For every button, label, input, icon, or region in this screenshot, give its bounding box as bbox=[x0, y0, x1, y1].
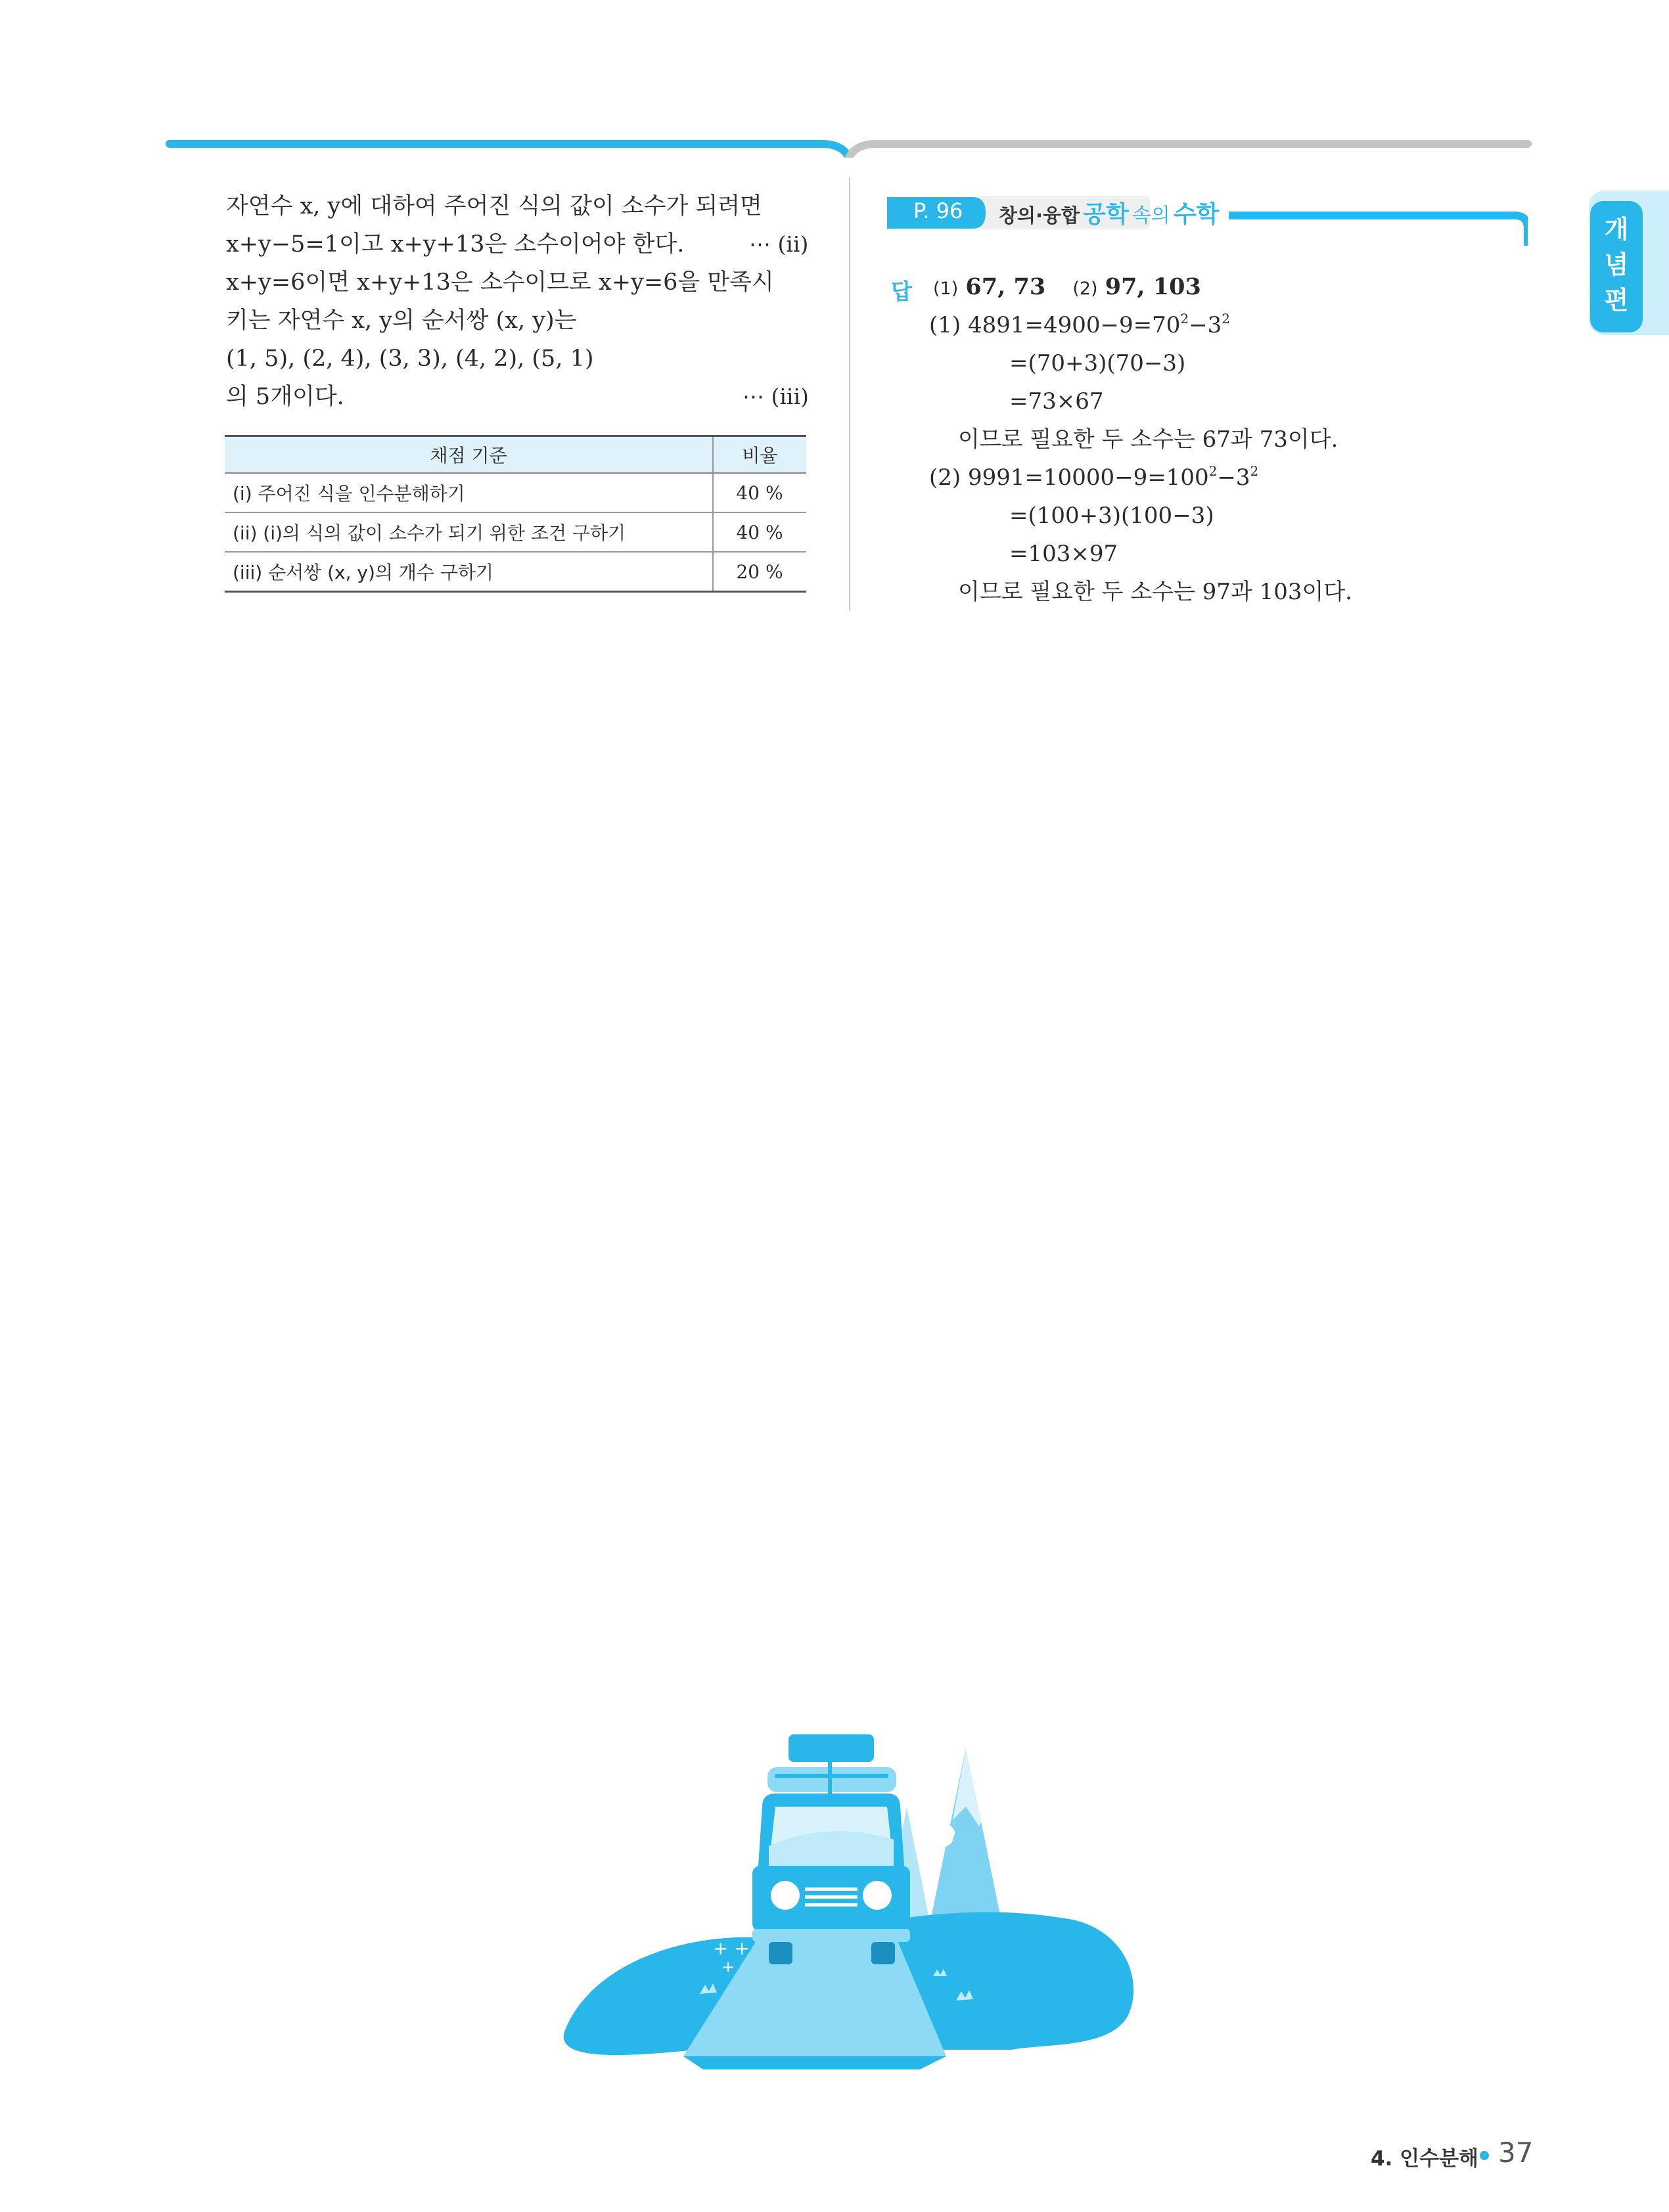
solution-2-line-4: 이므로 필요한 두 소수는 97과 103이다. bbox=[958, 579, 1352, 605]
page-ref-badge: P. 96 bbox=[913, 198, 963, 223]
answer-line bbox=[933, 273, 1201, 300]
section-word-2: 수학 bbox=[1173, 201, 1220, 228]
solution-2-tail: −3 bbox=[1217, 464, 1250, 491]
section-mid: 속의 bbox=[1132, 204, 1170, 227]
side-tab-char: 념 bbox=[1604, 250, 1629, 279]
table-cell-ratio: 20 % bbox=[713, 552, 806, 592]
solution-1-exp-b: 2 bbox=[1222, 311, 1230, 327]
table-row bbox=[225, 512, 806, 552]
solution-2-exp-b: 2 bbox=[1250, 463, 1259, 479]
svg-text:+ +: + + bbox=[713, 1937, 750, 1959]
solution-1-exp-a: 2 bbox=[1180, 311, 1189, 327]
table-cell-ratio: 40 % bbox=[713, 512, 806, 552]
svg-text:+: + bbox=[721, 1958, 735, 1976]
table-cell-criteria: (i) 주어진 식을 인수분해하기 bbox=[225, 473, 713, 512]
left-line-4: 키는 자연수 x, y의 순서쌍 (x, y)는 bbox=[226, 307, 577, 334]
cloud-icon bbox=[913, 1824, 955, 1849]
table-row bbox=[225, 473, 806, 512]
table-row bbox=[225, 552, 806, 592]
table-cell-ratio: 40 % bbox=[713, 473, 806, 512]
footer-chapter: 4. 인수분해 bbox=[1371, 2147, 1478, 2171]
table-header-criteria: 채점 기준 bbox=[225, 436, 713, 474]
left-line-2: x+y−5=1이고 x+y+13은 소수이어야 한다. bbox=[226, 231, 685, 258]
mark-ii: ⋯ (ii) bbox=[749, 231, 809, 257]
answer-part1-val: 67, 73 bbox=[965, 273, 1046, 300]
left-line-5: (1, 5), (2, 4), (3, 3), (4, 2), (5, 1) bbox=[226, 346, 594, 372]
answer-part2-num: (2) bbox=[1072, 279, 1098, 299]
footer-page-number: 37 bbox=[1498, 2136, 1534, 2169]
solution-1-line-4: 이므로 필요한 두 소수는 67과 73이다. bbox=[958, 426, 1338, 453]
side-tab-char: 편 bbox=[1604, 286, 1629, 315]
answer-label: 답 bbox=[891, 279, 912, 304]
mark-iii: ⋯ (iii) bbox=[743, 384, 809, 409]
solution-1-line-3: =73×67 bbox=[1009, 388, 1104, 415]
left-line-3: x+y=6이면 x+y+13은 소수이므로 x+y=6을 만족시 bbox=[226, 269, 774, 296]
grading-table bbox=[225, 435, 806, 593]
solution-1-line-2: =(70+3)(70−3) bbox=[1009, 350, 1186, 376]
left-line-1: 자연수 x, y에 대하여 주어진 식의 값이 소수가 되려면 bbox=[226, 193, 762, 219]
table-cell-criteria: (ii) (i)의 식의 값이 소수가 되기 위한 조건 구하기 bbox=[225, 512, 713, 552]
answer-part1-num: (1) bbox=[933, 279, 959, 299]
header-rule bbox=[0, 0, 1669, 158]
section-prefix: 창의·융합 bbox=[999, 204, 1080, 227]
table-header-row bbox=[225, 436, 806, 474]
footer-dot-icon bbox=[1480, 2151, 1489, 2160]
solution-2-line-2: =(100+3)(100−3) bbox=[1009, 503, 1214, 529]
answer-part2-val: 97, 103 bbox=[1105, 273, 1201, 300]
table-cell-criteria: (iii) 순서쌍 (x, y)의 개수 구하기 bbox=[225, 552, 713, 592]
solution-2-line-3: =103×97 bbox=[1009, 541, 1118, 567]
solution-1-line-1 bbox=[929, 306, 1230, 344]
side-tab-char: 개 bbox=[1604, 215, 1629, 244]
solution-1-lead: (1) 4891=4900−9=70 bbox=[929, 312, 1181, 338]
solution-2-exp-a: 2 bbox=[1208, 463, 1218, 479]
side-tab-label bbox=[1590, 201, 1643, 332]
car-road-illustration bbox=[552, 1734, 1143, 2076]
solution-1-tail: −3 bbox=[1189, 312, 1222, 338]
left-line-6: 의 5개이다. bbox=[226, 384, 344, 410]
solution-2-line-1 bbox=[929, 459, 1258, 497]
column-divider bbox=[849, 177, 850, 611]
section-word-1: 공학 bbox=[1083, 201, 1129, 228]
table-header-ratio: 비율 bbox=[713, 436, 806, 474]
solution-2-lead: (2) 9991=10000−9=100 bbox=[929, 464, 1209, 491]
section-title bbox=[999, 196, 1219, 229]
